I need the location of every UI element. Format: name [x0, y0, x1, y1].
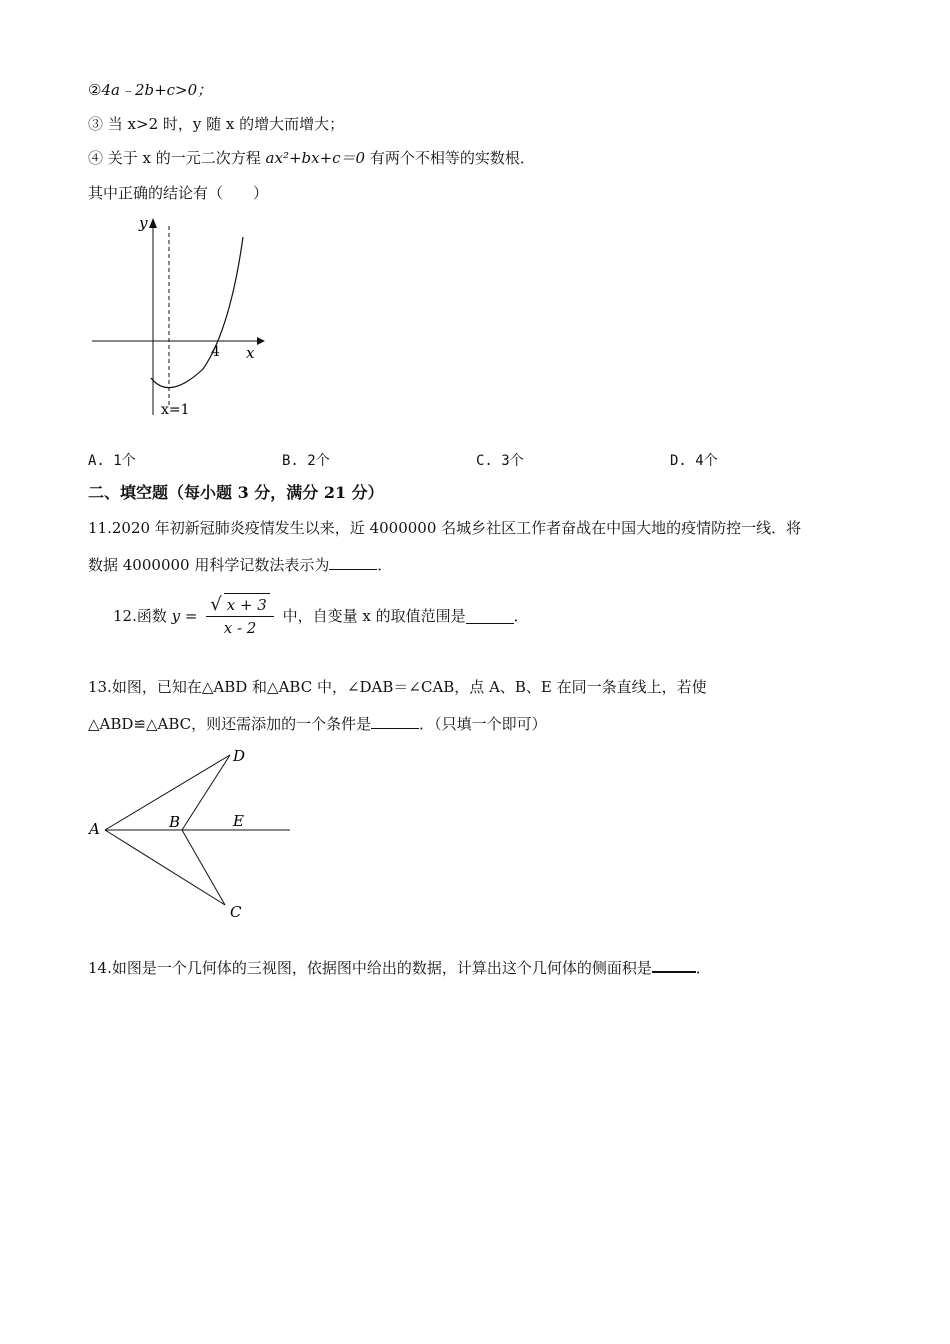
- q12-prefix: 12.函数: [113, 607, 167, 625]
- segment-bc: [182, 830, 225, 905]
- q12-function-lhs: y =: [171, 607, 198, 625]
- statement-4: [88, 148, 535, 168]
- statement-4-suffix: 有两个不相等的实数根．: [365, 149, 535, 167]
- q13-line-1: 13.如图，已知在△ABD 和△ABC 中，∠DAB＝∠CAB，点 A、B、E 在同一条直线上，若使: [88, 678, 707, 696]
- q12-numerator: [206, 593, 274, 617]
- q12-period: ．: [513, 607, 529, 625]
- q11-prompt: 数据 4000000 用科学记数法表示为: [88, 556, 330, 574]
- q13-suffix: ．（只填一个即可）: [419, 715, 547, 733]
- statement-2-number: ②: [88, 81, 102, 99]
- q12-answer-blank[interactable]: [466, 609, 514, 624]
- q11-period: ．: [377, 556, 393, 574]
- q11-line-1: 11.2020 年初新冠肺炎疫情发生以来，近 4000000 名城乡社区工作者奋战在中国大地的疫情防控一线．将: [88, 519, 802, 537]
- question-prompt: 其中正确的结论有（ ）: [88, 184, 269, 202]
- statement-4-prefix: ④ 关于 x 的一元二次方程: [88, 149, 266, 167]
- q11-line-2: [88, 555, 392, 575]
- option-a[interactable]: A. 1个: [88, 453, 136, 469]
- q14: [88, 957, 711, 978]
- statement-3: [88, 114, 344, 134]
- segment-ac: [105, 830, 225, 905]
- y-axis-label: y: [139, 214, 148, 232]
- q13-answer-blank[interactable]: [371, 714, 419, 729]
- q12-denominator: x - 2: [223, 619, 257, 637]
- point-c-label: C: [230, 903, 242, 921]
- y-axis-arrow: [149, 218, 157, 228]
- q12-radicand: x + 3: [224, 593, 270, 616]
- segment-bd: [182, 755, 230, 830]
- q14-answer-blank[interactable]: [652, 957, 696, 973]
- root-label: 4: [211, 344, 220, 360]
- triangle-figure: [85, 745, 300, 925]
- q12-suffix: 中，自变量 x 的取值范围是: [282, 607, 466, 625]
- parabola-curve: [151, 237, 243, 388]
- q11-answer-blank[interactable]: [329, 555, 377, 570]
- q12-fraction: [206, 593, 274, 639]
- x-axis-label: x: [246, 344, 255, 362]
- statement-4-equation: ax²+bx+c＝0: [265, 149, 366, 167]
- statement-3-condition: ③ 当 x>2 时，: [88, 115, 193, 133]
- point-a-label: A: [89, 820, 100, 838]
- option-b[interactable]: B. 2个: [282, 453, 330, 469]
- statement-3-conclusion: y 随 x 的增大而增大；: [192, 115, 345, 133]
- q14-prompt: 14.如图是一个几何体的三视图，依据图中给出的数据，计算出这个几何体的侧面积是: [88, 959, 652, 977]
- option-c[interactable]: C. 3个: [476, 453, 524, 469]
- option-d[interactable]: D. 4个: [670, 453, 718, 469]
- statement-2: [88, 80, 212, 100]
- q14-period: ．: [695, 959, 711, 977]
- statement-2-expression: 4a﹣2b+c>0；: [101, 81, 213, 99]
- q13-prompt: △ABD≌△ABC，则还需添加的一个条件是: [88, 715, 372, 733]
- point-b-label: B: [169, 813, 181, 831]
- x-axis-arrow: [257, 337, 265, 345]
- segment-ad: [105, 755, 230, 830]
- sqrt-icon: √: [210, 594, 222, 615]
- q12: [113, 593, 529, 639]
- section-title: 二、填空题（每小题 3 分，满分 21 分）: [88, 483, 384, 502]
- parabola-graph: [85, 210, 275, 420]
- point-d-label: D: [233, 747, 246, 765]
- symmetry-axis-label: x=1: [161, 402, 190, 418]
- q13-line-2: [88, 714, 547, 734]
- point-e-label: E: [233, 812, 244, 830]
